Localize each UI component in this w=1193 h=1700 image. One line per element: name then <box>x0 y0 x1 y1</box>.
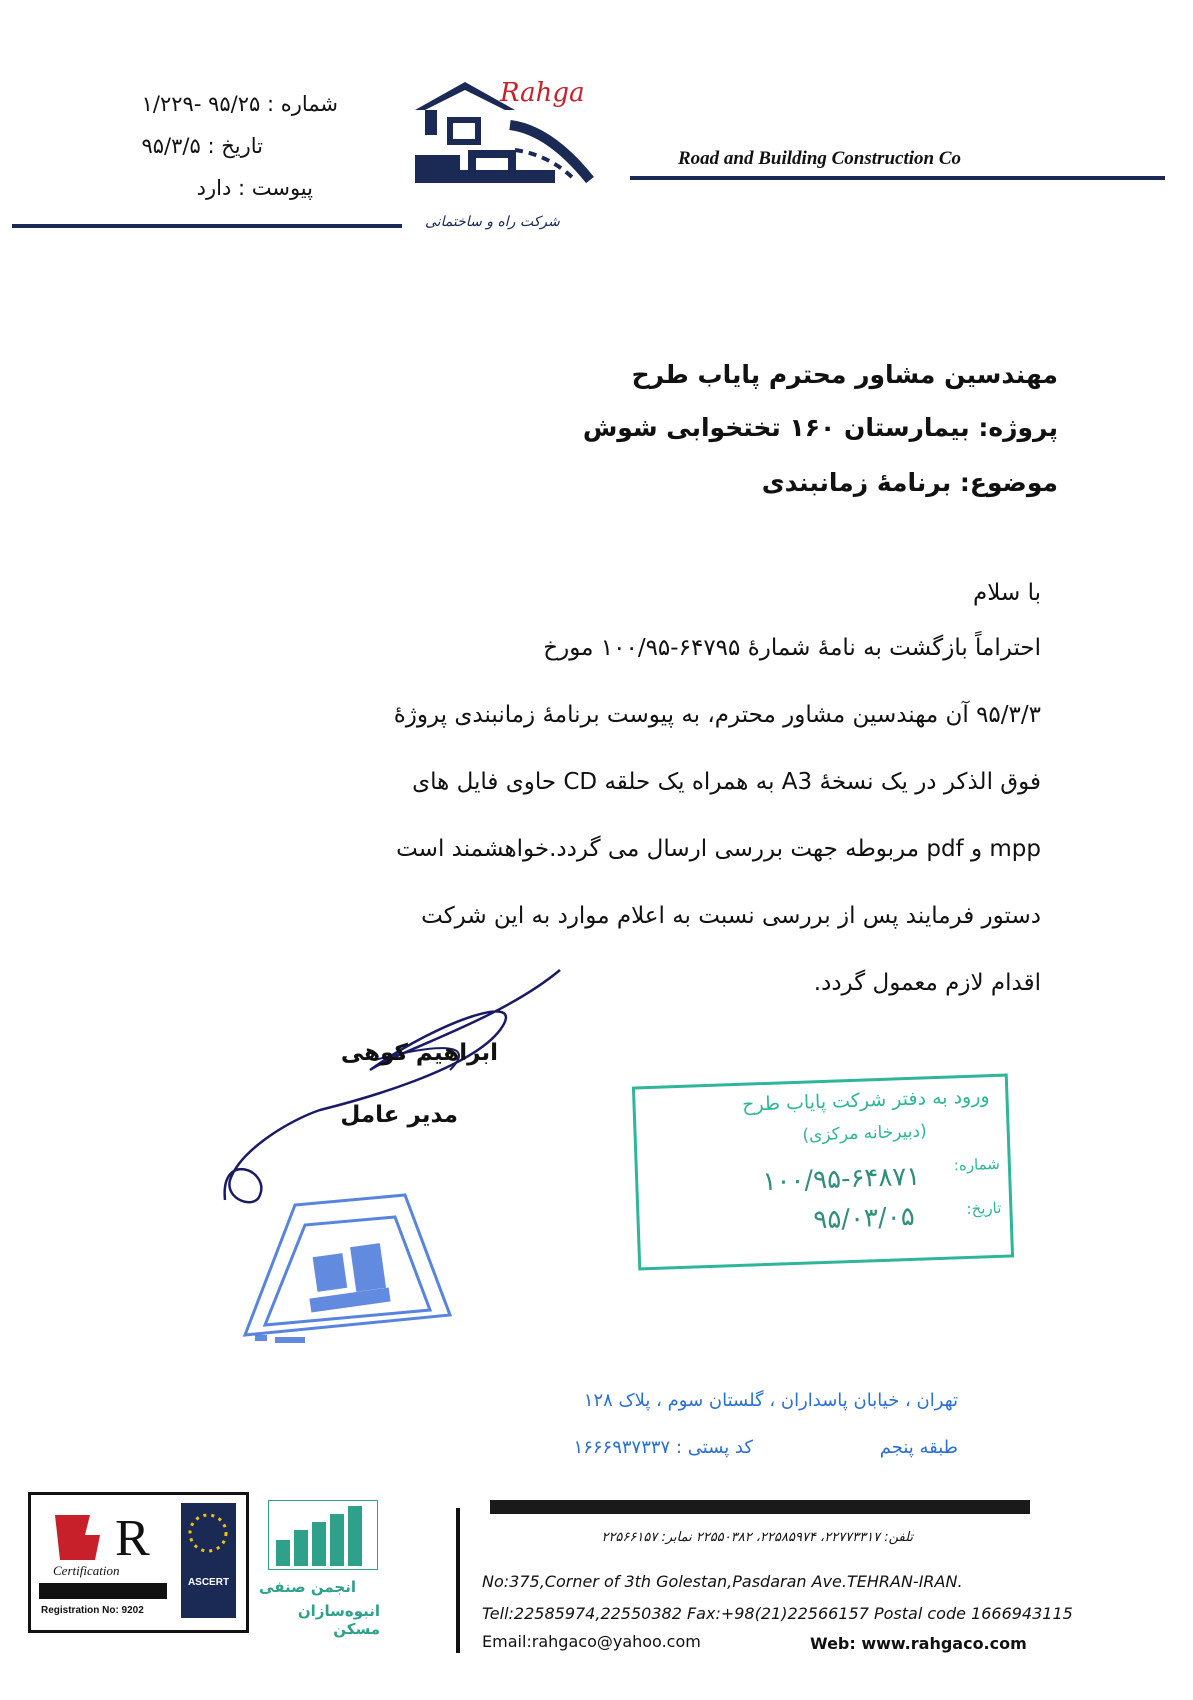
postal-value: ۱۶۶۶۹۳۷۳۳۷ <box>573 1437 671 1458</box>
stamp-number-label: شماره: <box>953 1154 1001 1175</box>
stamp-date-label: تاریخ: <box>966 1198 1002 1219</box>
company-seal <box>235 1185 460 1360</box>
svg-text:R: R <box>115 1510 150 1567</box>
footer-divider <box>456 1508 460 1653</box>
cert-registration: Registration No: 9202 <box>41 1605 144 1616</box>
postal-label: کد پستی : <box>675 1437 753 1458</box>
association-name-2: انبوه‌سازان مسکن <box>297 1602 380 1638</box>
body-line: فوق الذکر در یک نسخهٔ A3 به همراه یک حلقه CD حاوی فایل های <box>412 769 1041 795</box>
header-rule-left <box>12 224 402 228</box>
ascert-label: ASCERT <box>187 1577 230 1588</box>
subject-line: موضوع: برنامهٔ زمانبندی <box>761 468 1058 497</box>
body-line: ۹۵/۳/۳ آن مهندسین مشاور محترم، به پیوست برنامهٔ زمانبندی پروژهٔ <box>393 702 1041 728</box>
signatory-name: ابراهیم کوهی <box>340 1040 498 1066</box>
body-line: اقدام لازم معمول گردد. <box>813 970 1041 996</box>
phone-fa: تلفن: ۲۲۷۷۳۳۱۷، ۲۲۵۸۵۹۷۴، ۲۲۵۵۰۳۸۲ نمابر: ۲۲۵۶۶۱۵۷ <box>601 1530 913 1545</box>
stamp-title: ورود به دفتر شرکت پایاب طرح <box>741 1085 990 1116</box>
ascert-badge <box>181 1503 236 1618</box>
letter-number: شماره : ۹۵/۲۵ -۱/۲۲۹ <box>141 92 338 116</box>
stamp-date-value: ۹۵/۰۳/۰۵ <box>812 1201 916 1236</box>
stamp-subtitle: (دبیرخانه مرکزی) <box>802 1121 927 1146</box>
association-name-1: انجمن صنفی <box>259 1578 356 1596</box>
letter-date: تاریخ : ۹۵/۳/۵ <box>141 134 263 158</box>
company-name-fa: شرکت راه و ساختمانی <box>425 214 560 230</box>
eu-stars-icon <box>181 1503 236 1563</box>
tel-en: Tell:22585974,22550382 Fax:+98(21)22566157 Postal code 1666943115 <box>482 1604 1073 1623</box>
greeting: با سلام <box>973 580 1041 606</box>
signatory-title: مدیر عامل <box>340 1102 458 1128</box>
body-line: mpp و pdf مربوطه جهت بررسی ارسال می گردد.خواهشمند است <box>396 836 1041 862</box>
address-floor: طبقه پنجم <box>879 1437 958 1458</box>
letter-body <box>181 615 1041 1017</box>
recipient-name: مهندسین مشاور محترم پایاب طرح <box>631 360 1058 389</box>
website: Web: www.rahgaco.com <box>810 1634 1027 1653</box>
address-fa: تهران ، خیابان پاسداران ، گلستان سوم ، پلاک ۱۲۸ <box>583 1390 958 1411</box>
association-logo <box>258 1500 388 1638</box>
address-en: No:375,Corner of 3th Golestan,Pasdaran Ave.TEHRAN-IRAN. <box>482 1572 963 1591</box>
certification-logo <box>28 1492 249 1633</box>
buildings-grid-icon <box>268 1500 378 1570</box>
receipt-stamp <box>632 1073 1014 1270</box>
company-seal-icon <box>235 1185 460 1360</box>
postal-code-fa <box>574 1437 753 1458</box>
body-line: احتراماً بازگشت به نامهٔ شمارهٔ ۶۴۷۹۵-۱۰۰/۹۵ مورخ <box>543 635 1041 661</box>
logo-script: Rahga <box>500 78 585 108</box>
cert-label: Certification <box>53 1563 120 1578</box>
stamp-number-value: ۱۰۰/۹۵-۶۴۸۷۱ <box>761 1161 921 1198</box>
struck-old-address <box>490 1500 1030 1514</box>
email: Email:rahgaco@yahoo.com <box>482 1632 701 1651</box>
project-line: پروژه: بیمارستان ۱۶۰ تختخوابی شوش <box>582 413 1058 442</box>
body-line: دستور فرمایند پس از بررسی نسبت به اعلام موارد به این شرکت <box>421 903 1041 929</box>
letter-attachment: پیوست : دارد <box>196 176 313 200</box>
company-name-en: Road and Building Construction Co <box>678 148 961 169</box>
header-rule-right <box>630 176 1165 180</box>
cert-bar <box>39 1583 167 1599</box>
